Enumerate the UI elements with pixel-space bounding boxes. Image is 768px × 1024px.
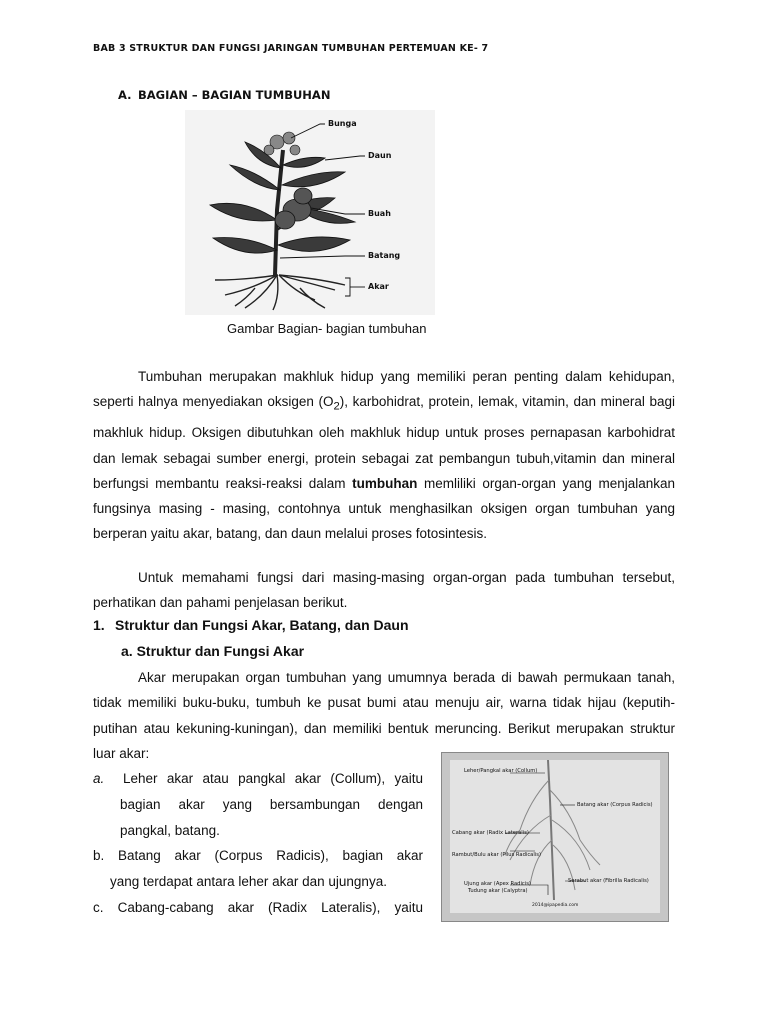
list-a-text1: Leher akar atau pangkal akar (Collum), yaitu	[122, 771, 423, 786]
label-apex: Ujung akar (Apex Radicis)	[464, 881, 531, 887]
list-item-a-line1	[93, 766, 423, 792]
list-item-a-line3: pangkal, batang.	[120, 822, 220, 838]
paragraph-1-part1: Tumbuhan merupakan makhluk hidup yang memiliki peran penting dalam kehidupan, seperti halnya menyediakan oksigen (O	[93, 369, 675, 410]
section-a-number: A.	[118, 88, 132, 102]
root-structure-figure	[441, 752, 669, 922]
list-item-a-line2: bagian akar yang bersambungan dengan	[120, 796, 423, 812]
bold-term: tumbuhan	[352, 475, 418, 491]
label-fibrilla: Serabut akar (Fibrilla Radicalis)	[568, 878, 649, 884]
paragraph-3: Akar merupakan organ tumbuhan yang umumnya berada di bawah permukaan tanah, tidak memiliki buku-buku, tumbuh ke pusat bumi atau menuju air, warna tidak hijau (keputih-putihan atau kekuning-kuningan), dan memiliki bentuk meruncing. Berikut merupakan struktur luar akar:	[93, 670, 675, 761]
plant-illustration	[185, 110, 435, 315]
list-a-marker: a.	[93, 771, 105, 786]
paragraph-1-part2: ), karbohidrat, protein, lemak, vitamin, dan mineral bagi makhluk hidup. Oksigen dibutuhkan oleh makhluk hidup untuk proses pernapasan karbohidrat dan lemak sebagai sumber energi, protein sebagai zat pembangun tubuh,vitamin dan mineral berfungsi membantu reaksi-reaksi dalam	[93, 394, 676, 491]
list-item-c-line1: c. Cabang-cabang akar (Radix Lateralis), yaitu	[93, 899, 423, 915]
paragraph-2: Untuk memahami fungsi dari masing-masing organ-organ pada tumbuhan tersebut, perhatikan dan pahami penjelasan berikut.	[93, 570, 675, 611]
section-a-title: BAGIAN – BAGIAN TUMBUHAN	[138, 88, 331, 102]
section-a-heading	[118, 88, 330, 102]
page-header: BAB 3 STRUKTUR DAN FUNGSI JARINGAN TUMBUHAN PERTEMUAN KE- 7	[93, 43, 489, 54]
heading-1-number: 1.	[93, 617, 105, 633]
list-item-b-line1: b. Batang akar (Corpus Radicis), bagian akar	[93, 848, 423, 864]
root-structure-list	[93, 766, 423, 921]
label-bunga: Bunga	[328, 119, 357, 128]
label-lateralis: Cabang akar (Radix Lateralis)	[452, 830, 529, 836]
figure-credit: 2014@ipapedia.com	[532, 903, 579, 908]
label-daun: Daun	[368, 151, 392, 160]
label-corpus: Batang akar (Corpus Radicis)	[577, 802, 653, 808]
label-batang: Batang	[368, 251, 401, 260]
label-akar: Akar	[368, 282, 389, 291]
figure-caption: Gambar Bagian- bagian tumbuhan	[227, 321, 427, 336]
label-collum: Leher/Pangkal akar (Collum)	[464, 768, 538, 774]
o2-subscript: 2	[333, 400, 340, 413]
heading-1	[93, 617, 409, 633]
paragraph-1	[93, 364, 675, 547]
label-calyptra: Tudung akar (Calyptra)	[468, 888, 528, 894]
root-figure-panel	[450, 760, 660, 913]
paragraph-1-part3: memliliki organ-organ yang menjalankan fungsinya masing - masing, contohnya untuk menghasilkan oksigen organ tumbuhan yang berperan yaitu akar, batang, dan daun melalui proses fotosintesis.	[93, 475, 676, 542]
plant-parts-figure	[185, 110, 435, 315]
list-item-b-line2: yang terdapat antara leher akar dan ujungnya.	[110, 874, 387, 890]
heading-2: a. Struktur dan Fungsi Akar	[121, 643, 305, 659]
label-pilus: Rambut/Bulu akar (Pilus Radicalis)	[452, 852, 541, 858]
heading-1-title: Struktur dan Fungsi Akar, Batang, dan Daun	[115, 617, 409, 633]
label-buah: Buah	[368, 209, 391, 218]
